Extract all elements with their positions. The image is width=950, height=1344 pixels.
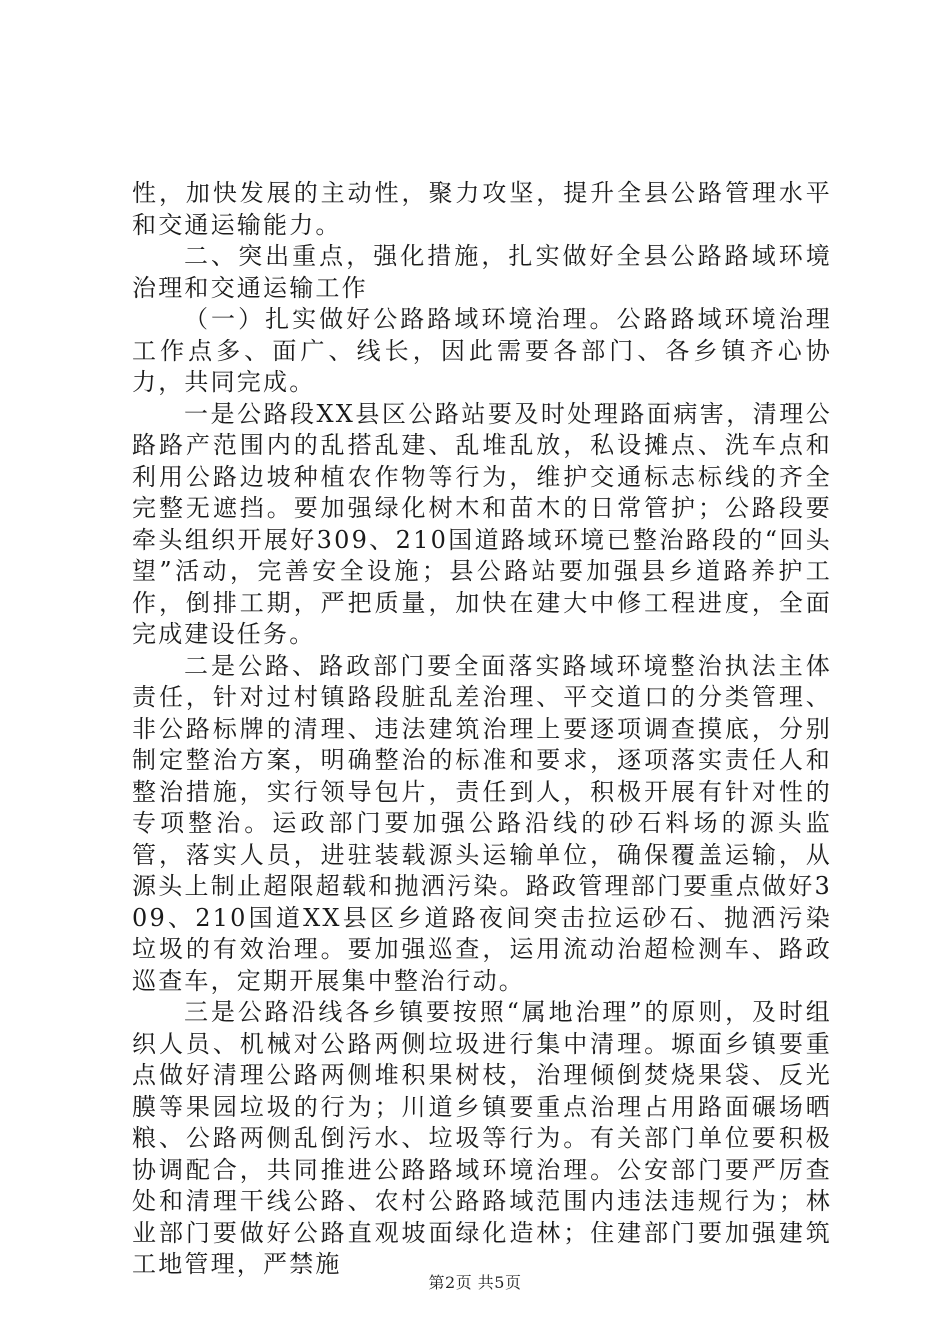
section-heading-two: 二、突出重点，强化措施，扎实做好全县公路路域环境治理和交通运输工作 xyxy=(132,242,832,302)
paragraph-continuation: 性，加快发展的主动性，聚力攻坚，提升全县公路管理水平和交通运输能力。 xyxy=(132,179,832,239)
document-body xyxy=(132,178,832,1281)
subsection-heading-one: （一）扎实做好公路路域环境治理。公路路域环境治理工作点多、面广、线长，因此需要各部门、各乡镇齐心协力，共同完成。 xyxy=(132,305,832,396)
paragraph-point-one: 一是公路段XX县区公路站要及时处理路面病害，清理公路路产范围内的乱搭乱建、乱堆乱放，私设摊点、洗车点和利用公路边坡种植农作物等行为，维护交通标志标线的齐全完整无遮挡。要加强绿化树木和苗木的日常管护；公路段要牵头组织开展好309、210国道路域环境已整治路段的“回头望”活动，完善安全设施；县公路站要加强县乡道路养护工作，倒排工期，严把质量，加快在建大中修工程进度，全面完成建设任务。 xyxy=(132,399,832,648)
paragraph-point-two: 二是公路、路政部门要全面落实路域环境整治执法主体责任，针对过村镇路段脏乱差治理、平交道口的分类管理、非公路标牌的清理、违法建筑治理上要逐项调查摸底，分别制定整治方案，明确整治的标准和要求，逐项落实责任人和整治措施，实行领导包片，责任到人，积极开展有针对性的专项整治。运政部门要加强公路沿线的砂石料场的源头监管，落实人员，进驻装载源头运输单位，确保覆盖运输，从源头上制止超限超载和抛洒污染。路政管理部门要重点做好309、210国道XX县区乡道路夜间突击拉运砂石、抛洒污染垃圾的有效治理。要加强巡查，运用流动治超检测车、路政巡查车，定期开展集中整治行动。 xyxy=(132,651,832,995)
page-number-footer: 第2页 共5页 xyxy=(428,1273,522,1292)
paragraph-point-three: 三是公路沿线各乡镇要按照“属地治理”的原则，及时组织人员、机械对公路两侧垃圾进行集中清理。塬面乡镇要重点做好清理公路两侧堆积果树枝，治理倾倒焚烧果袋、反光膜等果园垃圾的行为；川道乡镇要重点治理占用路面碾场晒粮、公路两侧乱倒污水、垃圾等行为。有关部门单位要积极协调配合，共同推进公路路域环境治理。公安部门要严厉查处和清理干线公路、农村公路路域范围内违法违规行为；林业部门要做好公路直观坡面绿化造林；住建部门要加强建筑工地管理，严禁施 xyxy=(132,998,832,1278)
